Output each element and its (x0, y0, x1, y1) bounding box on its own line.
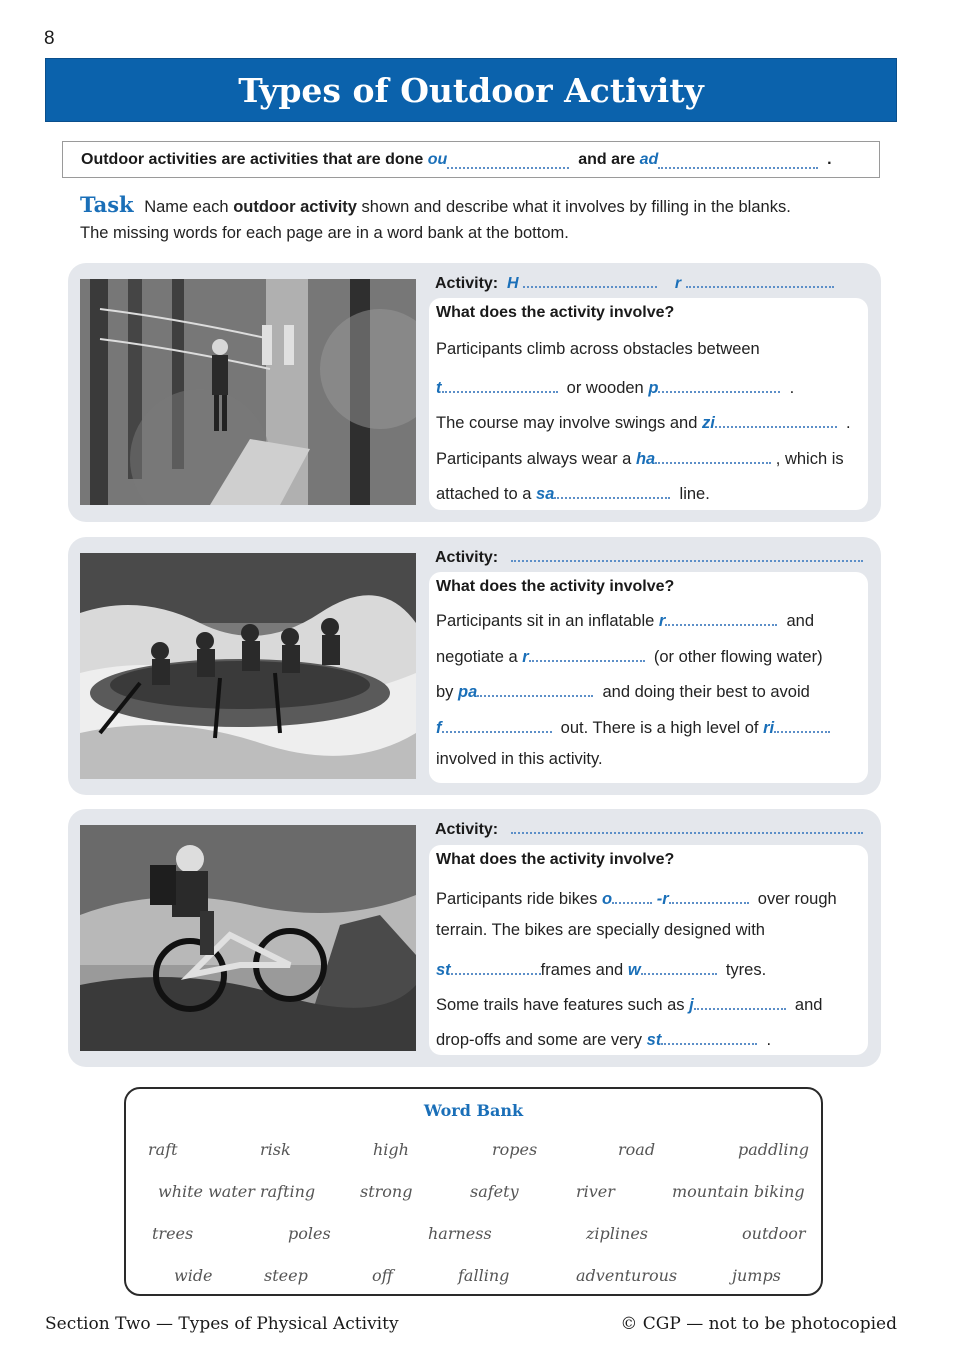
activity-1-card (429, 298, 868, 510)
p1-blank-ziplines[interactable] (715, 410, 837, 428)
activity-panel-3 (68, 809, 881, 1067)
activity-1-question: What does the activity involve? (436, 304, 675, 321)
word-bank-item: trees (152, 1224, 194, 1243)
activity-2-card (429, 572, 868, 783)
activity-1-line-2 (436, 375, 794, 398)
p1-l5-end: line. (679, 485, 710, 503)
activity-1-hint-b: r (674, 275, 682, 292)
activity-3-line-2 (436, 921, 765, 940)
p2-l5-text: involved in this activity. (436, 750, 603, 768)
activity-1-line (435, 270, 834, 293)
task-bold: outdoor activity (233, 198, 357, 216)
page-title: Types of Outdoor Activity (238, 70, 704, 110)
word-bank-item: ziplines (586, 1224, 649, 1243)
task-text-2: shown and describe what it involves by filling in the blanks. (361, 198, 791, 216)
word-bank-item: river (576, 1182, 615, 1201)
p3-blank-strong[interactable] (451, 957, 541, 975)
activity-3-blank[interactable] (511, 816, 863, 834)
p3-blank-wide[interactable] (641, 957, 717, 975)
activity-2-label: Activity: (435, 549, 499, 566)
p2-l2-end: (or other flowing water) (653, 648, 823, 666)
page-number: 8 (44, 28, 55, 49)
p3-l5-end: . (766, 1031, 772, 1049)
footer-copyright: © CGP — not to be photocopied (620, 1314, 897, 1334)
p1-blank-safety[interactable] (554, 481, 670, 499)
activity-2-question: What does the activity involve? (436, 578, 675, 595)
p2-hint-ri: ri (763, 719, 775, 737)
activity-1-hint-a: H (507, 275, 519, 292)
p1-l3-text: The course may involve swings and (436, 414, 698, 432)
word-bank-item: strong (360, 1182, 413, 1201)
word-bank-item: raft (148, 1140, 178, 1159)
activity-panel-2 (68, 537, 881, 795)
word-bank-item: outdoor (742, 1224, 806, 1243)
p1-blank-trees[interactable] (442, 375, 558, 393)
p1-hint-zi: zi (701, 414, 715, 432)
p3-blank-steep[interactable] (661, 1027, 757, 1045)
p2-blank-falling[interactable] (442, 715, 552, 733)
activity-2-line-4 (436, 715, 830, 738)
p3-l3-end: tyres. (725, 961, 767, 979)
p2-l2-text: negotiate a (436, 648, 518, 666)
activity-1-line-3 (436, 410, 851, 433)
title-banner (45, 58, 897, 122)
definition-blank-2[interactable] (658, 151, 818, 169)
definition-text: Outdoor activities are activities that are done (81, 150, 424, 168)
word-bank-item: harness (428, 1224, 492, 1243)
p2-blank-risk[interactable] (774, 715, 830, 733)
word-bank (124, 1087, 823, 1296)
definition-end: . (827, 150, 832, 168)
word-bank-item: falling (458, 1266, 510, 1285)
p3-blank-off[interactable] (612, 886, 652, 904)
task-text-1: Name each (144, 198, 229, 216)
word-bank-item: risk (260, 1140, 291, 1159)
p2-l1-text: Participants sit in an inflatable (436, 612, 655, 630)
definition-text-middle: and are (578, 150, 636, 168)
activity-3-card (429, 845, 868, 1055)
activity-3-line-4 (436, 992, 822, 1015)
word-bank-item: paddling (738, 1140, 810, 1159)
activity-2-blank[interactable] (511, 544, 863, 562)
word-bank-item: poles (288, 1224, 331, 1243)
p3-l5-text: drop-offs and some are very (436, 1031, 643, 1049)
definition-hint-1: ou (427, 150, 448, 168)
activity-2-line (435, 544, 863, 567)
definition-box (62, 141, 880, 178)
p3-l4-end: and (794, 996, 823, 1014)
p2-hint-r2: r (522, 648, 529, 666)
p1-l4-end: , which is (775, 450, 844, 468)
activity-1-line-5 (436, 481, 710, 504)
p1-hint-t: t (436, 379, 442, 397)
p3-l3-text: frames and (540, 961, 624, 979)
p1-hint-p: p (648, 379, 659, 397)
p3-l4-text: Some trails have features such as (436, 996, 685, 1014)
task-instructions (80, 192, 880, 246)
p1-hint-sa: sa (536, 485, 555, 503)
word-bank-item: wide (174, 1266, 213, 1285)
footer-section-title: Section Two — Types of Physical Activity (45, 1314, 399, 1334)
word-bank-item: mountain biking (672, 1182, 805, 1201)
p1-blank-poles[interactable] (658, 375, 780, 393)
p3-hint-st2: st (646, 1031, 662, 1049)
definition-hint-2: ad (639, 150, 659, 168)
activity-3-line-5 (436, 1027, 771, 1050)
p1-l1-text: Participants climb across obstacles between (436, 340, 760, 358)
word-bank-item: off (372, 1266, 393, 1285)
activity-3-line-1 (436, 886, 837, 909)
p2-blank-paddling[interactable] (477, 679, 593, 697)
activity-2-line-5 (436, 750, 603, 769)
p2-hint-f: f (436, 719, 442, 737)
word-bank-item: high (373, 1140, 409, 1159)
mountain-biking-photo (80, 825, 416, 1051)
p1-l4-text: Participants always wear a (436, 450, 632, 468)
activity-2-line-1 (436, 608, 814, 631)
p3-hint-w: w (627, 961, 641, 979)
p1-hint-ha: ha (635, 450, 656, 468)
word-bank-item: steep (264, 1266, 308, 1285)
activity-2-line-3 (436, 679, 810, 702)
p3-blank-road[interactable] (669, 886, 749, 904)
activity-1-label: Activity: (435, 275, 499, 292)
high-ropes-photo (80, 279, 416, 505)
p1-l2-end: . (789, 379, 795, 397)
p3-blank-jumps[interactable] (694, 992, 786, 1010)
p2-l4-text: out. There is a high level of (560, 719, 759, 737)
p2-blank-raft[interactable] (665, 608, 777, 626)
p3-hint-o: o (602, 890, 613, 908)
word-bank-item: jumps (732, 1266, 781, 1285)
word-bank-item: safety (470, 1182, 519, 1201)
p3-l1-end: over rough (757, 890, 837, 908)
p2-blank-river[interactable] (529, 644, 645, 662)
activity-3-line-3 (436, 957, 766, 980)
word-bank-item: ropes (492, 1140, 538, 1159)
activity-1-blank-a[interactable] (523, 270, 657, 288)
word-bank-item: adventurous (576, 1266, 678, 1285)
p2-hint-r: r (658, 612, 666, 630)
task-text-line-2: The missing words for each page are in a word bank at the bottom. (80, 224, 569, 242)
task-label: Task (80, 192, 134, 217)
p3-hint-j: j (689, 996, 694, 1014)
p2-l3-text: by (436, 683, 454, 701)
activity-1-line-4 (436, 446, 844, 469)
p3-l2-text: terrain. The bikes are specially designed with (436, 921, 765, 939)
p2-l3-end: and doing their best to avoid (602, 683, 810, 701)
p3-hint-st: st (436, 961, 451, 979)
word-bank-title: Word Bank (423, 1101, 524, 1120)
p1-l5-text: attached to a (436, 485, 532, 503)
p3-l1-text: Participants ride bikes (436, 890, 598, 908)
activity-3-label: Activity: (435, 821, 499, 838)
p1-l3-end: . (845, 414, 851, 432)
p1-l2-text: or wooden (566, 379, 644, 397)
definition-blank-1[interactable] (447, 151, 569, 169)
p2-hint-pa: pa (458, 683, 478, 701)
activity-2-line-2 (436, 644, 823, 667)
activity-3-line (435, 816, 863, 839)
word-bank-item: white water rafting (158, 1182, 316, 1201)
p1-blank-harness[interactable] (655, 446, 771, 464)
p3-hint-r: -r (656, 890, 669, 908)
p2-l1-end: and (786, 612, 815, 630)
activity-1-blank-b[interactable] (686, 270, 834, 288)
activity-1-line-1 (436, 340, 760, 359)
activity-panel-1 (68, 263, 881, 522)
activity-3-question: What does the activity involve? (436, 851, 675, 868)
word-bank-item: road (618, 1140, 656, 1159)
rafting-photo (80, 553, 416, 779)
